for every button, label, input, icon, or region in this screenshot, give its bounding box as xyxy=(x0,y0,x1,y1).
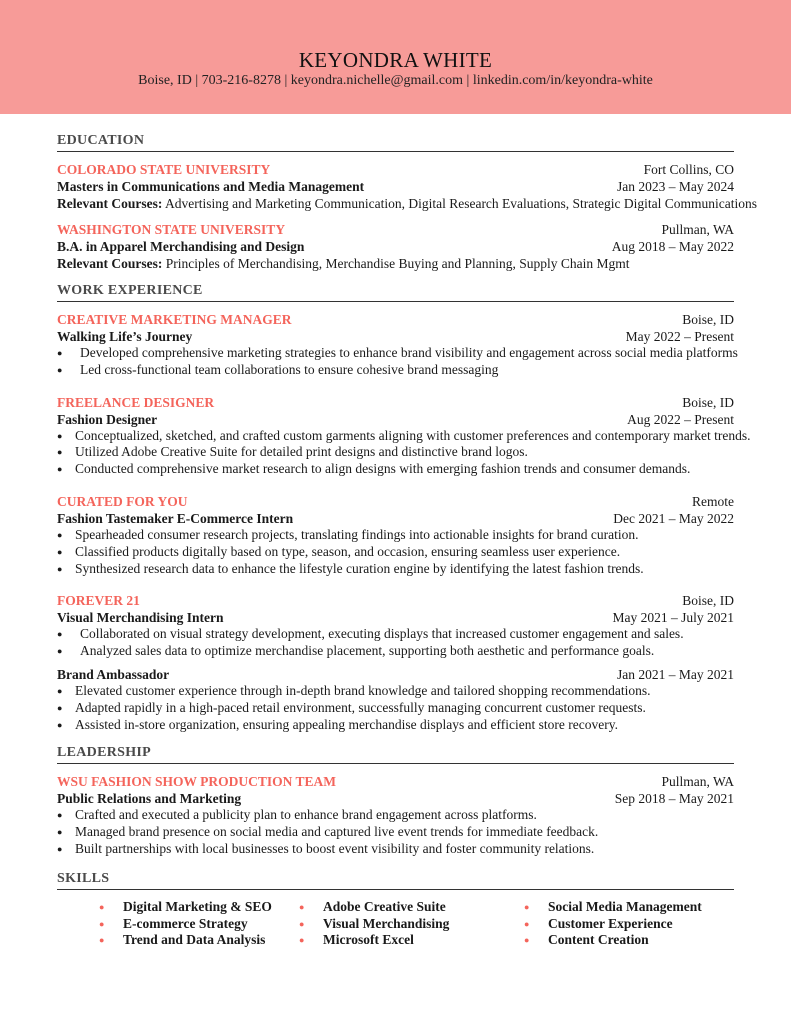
bullet-item: ● Analyzed sales data to optimize merchandise placement, supporting both aesthetic and performance goals. xyxy=(57,643,734,660)
skill-item: ● E-commerce Strategy xyxy=(99,916,299,933)
job-location: Boise, ID xyxy=(682,394,734,410)
job-role: Walking Life’s Journey xyxy=(57,329,193,344)
job-entry xyxy=(57,394,751,478)
leadership-entry xyxy=(57,773,734,857)
contact-line: Boise, ID | 703-216-8278 | keyondra.nichelle@gmail.com | linkedin.com/in/keyondra-white xyxy=(138,73,653,88)
job-dates: May 2022 – Present xyxy=(625,329,734,344)
job-location: Remote xyxy=(692,493,734,509)
school-location: Fort Collins, CO xyxy=(643,162,734,177)
job-org: CURATED FOR YOU xyxy=(57,493,188,509)
bullet-item: ● Led cross-functional team collaborations to ensure cohesive brand messaging xyxy=(57,362,734,379)
bullet-item: ● Collaborated on visual strategy development, executing displays that increased customer engagement and sales. xyxy=(57,626,734,643)
degree-dates: Aug 2018 – May 2022 xyxy=(611,239,734,254)
section-title-leadership: LEADERSHIP xyxy=(57,745,734,764)
job-bullets xyxy=(57,345,738,379)
education-entry xyxy=(57,221,734,272)
resume-body xyxy=(57,133,758,949)
school-name: COLORADO STATE UNIVERSITY xyxy=(57,162,271,177)
bullet-item: ● Crafted and executed a publicity plan to enhance brand engagement across platforms. xyxy=(57,807,734,824)
courses-label: Relevant Courses: xyxy=(57,256,163,271)
bullet-item: ● Synthesized research data to enhance the lifestyle curation engine by identifying the latest fashion trends. xyxy=(57,561,734,578)
leadership-bullets xyxy=(57,807,734,857)
school-location: Pullman, WA xyxy=(661,222,734,237)
skills-column xyxy=(524,899,702,949)
degree-dates: Jan 2023 – May 2024 xyxy=(617,179,734,194)
school-name: WASHINGTON STATE UNIVERSITY xyxy=(57,222,286,237)
skill-item: ● Microsoft Excel xyxy=(299,932,524,949)
job-bullets xyxy=(57,527,734,577)
bullet-item: ● Conducted comprehensive market research to align designs with emerging fashion trends and consumer demands. xyxy=(57,461,734,478)
skill-item: ● Visual Merchandising xyxy=(299,916,524,933)
job-entry xyxy=(57,592,734,733)
job-bullets xyxy=(57,683,734,733)
degree: B.A. in Apparel Merchandising and Design xyxy=(57,239,305,254)
leadership-role: Public Relations and Marketing xyxy=(57,791,242,807)
job-dates: Aug 2022 – Present xyxy=(627,411,734,427)
education-entry xyxy=(57,161,758,212)
job-org: CREATIVE MARKETING MANAGER xyxy=(57,312,292,327)
job-location: Boise, ID xyxy=(682,593,734,609)
courses-list: Principles of Merchandising, Merchandise Buying and Planning, Supply Chain Mgmt xyxy=(165,256,630,271)
bullet-item: ● Managed brand presence on social media and captured live event trends for immediate feedback. xyxy=(57,824,734,841)
job-location: Boise, ID xyxy=(682,312,734,327)
section-title-education: EDUCATION xyxy=(57,133,734,152)
job-dates: May 2021 – July 2021 xyxy=(612,610,734,626)
job-role: Fashion Designer xyxy=(57,411,158,427)
job-entry xyxy=(57,493,734,577)
bullet-item: ● Adapted rapidly in a high-paced retail environment, successfully managing concurrent customer requests. xyxy=(57,700,734,717)
job-org: FREELANCE DESIGNER xyxy=(57,394,215,410)
skills-column xyxy=(99,899,299,949)
skill-item: ● Digital Marketing & SEO xyxy=(99,899,299,916)
skill-item: ● Trend and Data Analysis xyxy=(99,932,299,949)
job-role: Brand Ambassador xyxy=(57,666,170,682)
bullet-item: ● Conceptualized, sketched, and crafted custom garments aligning with customer preferences and contemporary market trends. xyxy=(57,428,734,445)
leadership-org: WSU FASHION SHOW PRODUCTION TEAM xyxy=(57,774,337,790)
skills-grid xyxy=(57,899,734,949)
job-dates: Jan 2021 – May 2021 xyxy=(617,666,734,682)
leadership-dates: Sep 2018 – May 2021 xyxy=(614,791,734,807)
job-entry xyxy=(57,311,738,379)
skills-column xyxy=(299,899,524,949)
skill-item: ● Adobe Creative Suite xyxy=(299,899,524,916)
job-bullets xyxy=(57,427,751,478)
section-title-skills: SKILLS xyxy=(57,871,734,890)
skill-item: ● Social Media Management xyxy=(524,899,702,916)
courses-list: Advertising and Marketing Communication, Digital Research Evaluations, Strategic Digital Communications xyxy=(165,196,758,211)
bullet-item: ● Developed comprehensive marketing strategies to enhance brand visibility and engagement across social media platforms xyxy=(57,345,734,362)
skill-item: ● Content Creation xyxy=(524,932,702,949)
bullet-item: ● Assisted in-store organization, ensuring appealing merchandise displays and efficient store recovery. xyxy=(57,717,734,734)
degree: Masters in Communications and Media Management xyxy=(57,179,365,194)
bullet-item: ● Elevated customer experience through in-depth brand knowledge and tailored shopping recommendations. xyxy=(57,683,734,700)
candidate-name: KEYONDRA WHITE xyxy=(298,48,493,72)
leadership-location: Pullman, WA xyxy=(661,774,734,790)
section-title-work: WORK EXPERIENCE xyxy=(57,283,734,302)
bullet-item: ● Built partnerships with local businesses to boost event visibility and foster community relations. xyxy=(57,841,734,858)
bullet-item: ● Spearheaded consumer research projects, translating findings into actionable insights for brand curation. xyxy=(57,527,734,544)
bullet-item: ● Classified products digitally based on type, season, and occasion, ensuring seamless user experience. xyxy=(57,544,734,561)
job-bullets xyxy=(57,626,734,660)
courses-label: Relevant Courses: xyxy=(57,196,163,211)
bullet-item: ● Utilized Adobe Creative Suite for detailed print designs and distinctive brand logos. xyxy=(57,444,734,461)
job-role: Fashion Tastemaker E-Commerce Intern xyxy=(57,510,294,526)
resume-header xyxy=(0,0,791,114)
skill-item: ● Customer Experience xyxy=(524,916,702,933)
job-dates: Dec 2021 – May 2022 xyxy=(613,510,734,526)
job-org: FOREVER 21 xyxy=(57,593,140,609)
job-role: Visual Merchandising Intern xyxy=(57,610,224,626)
